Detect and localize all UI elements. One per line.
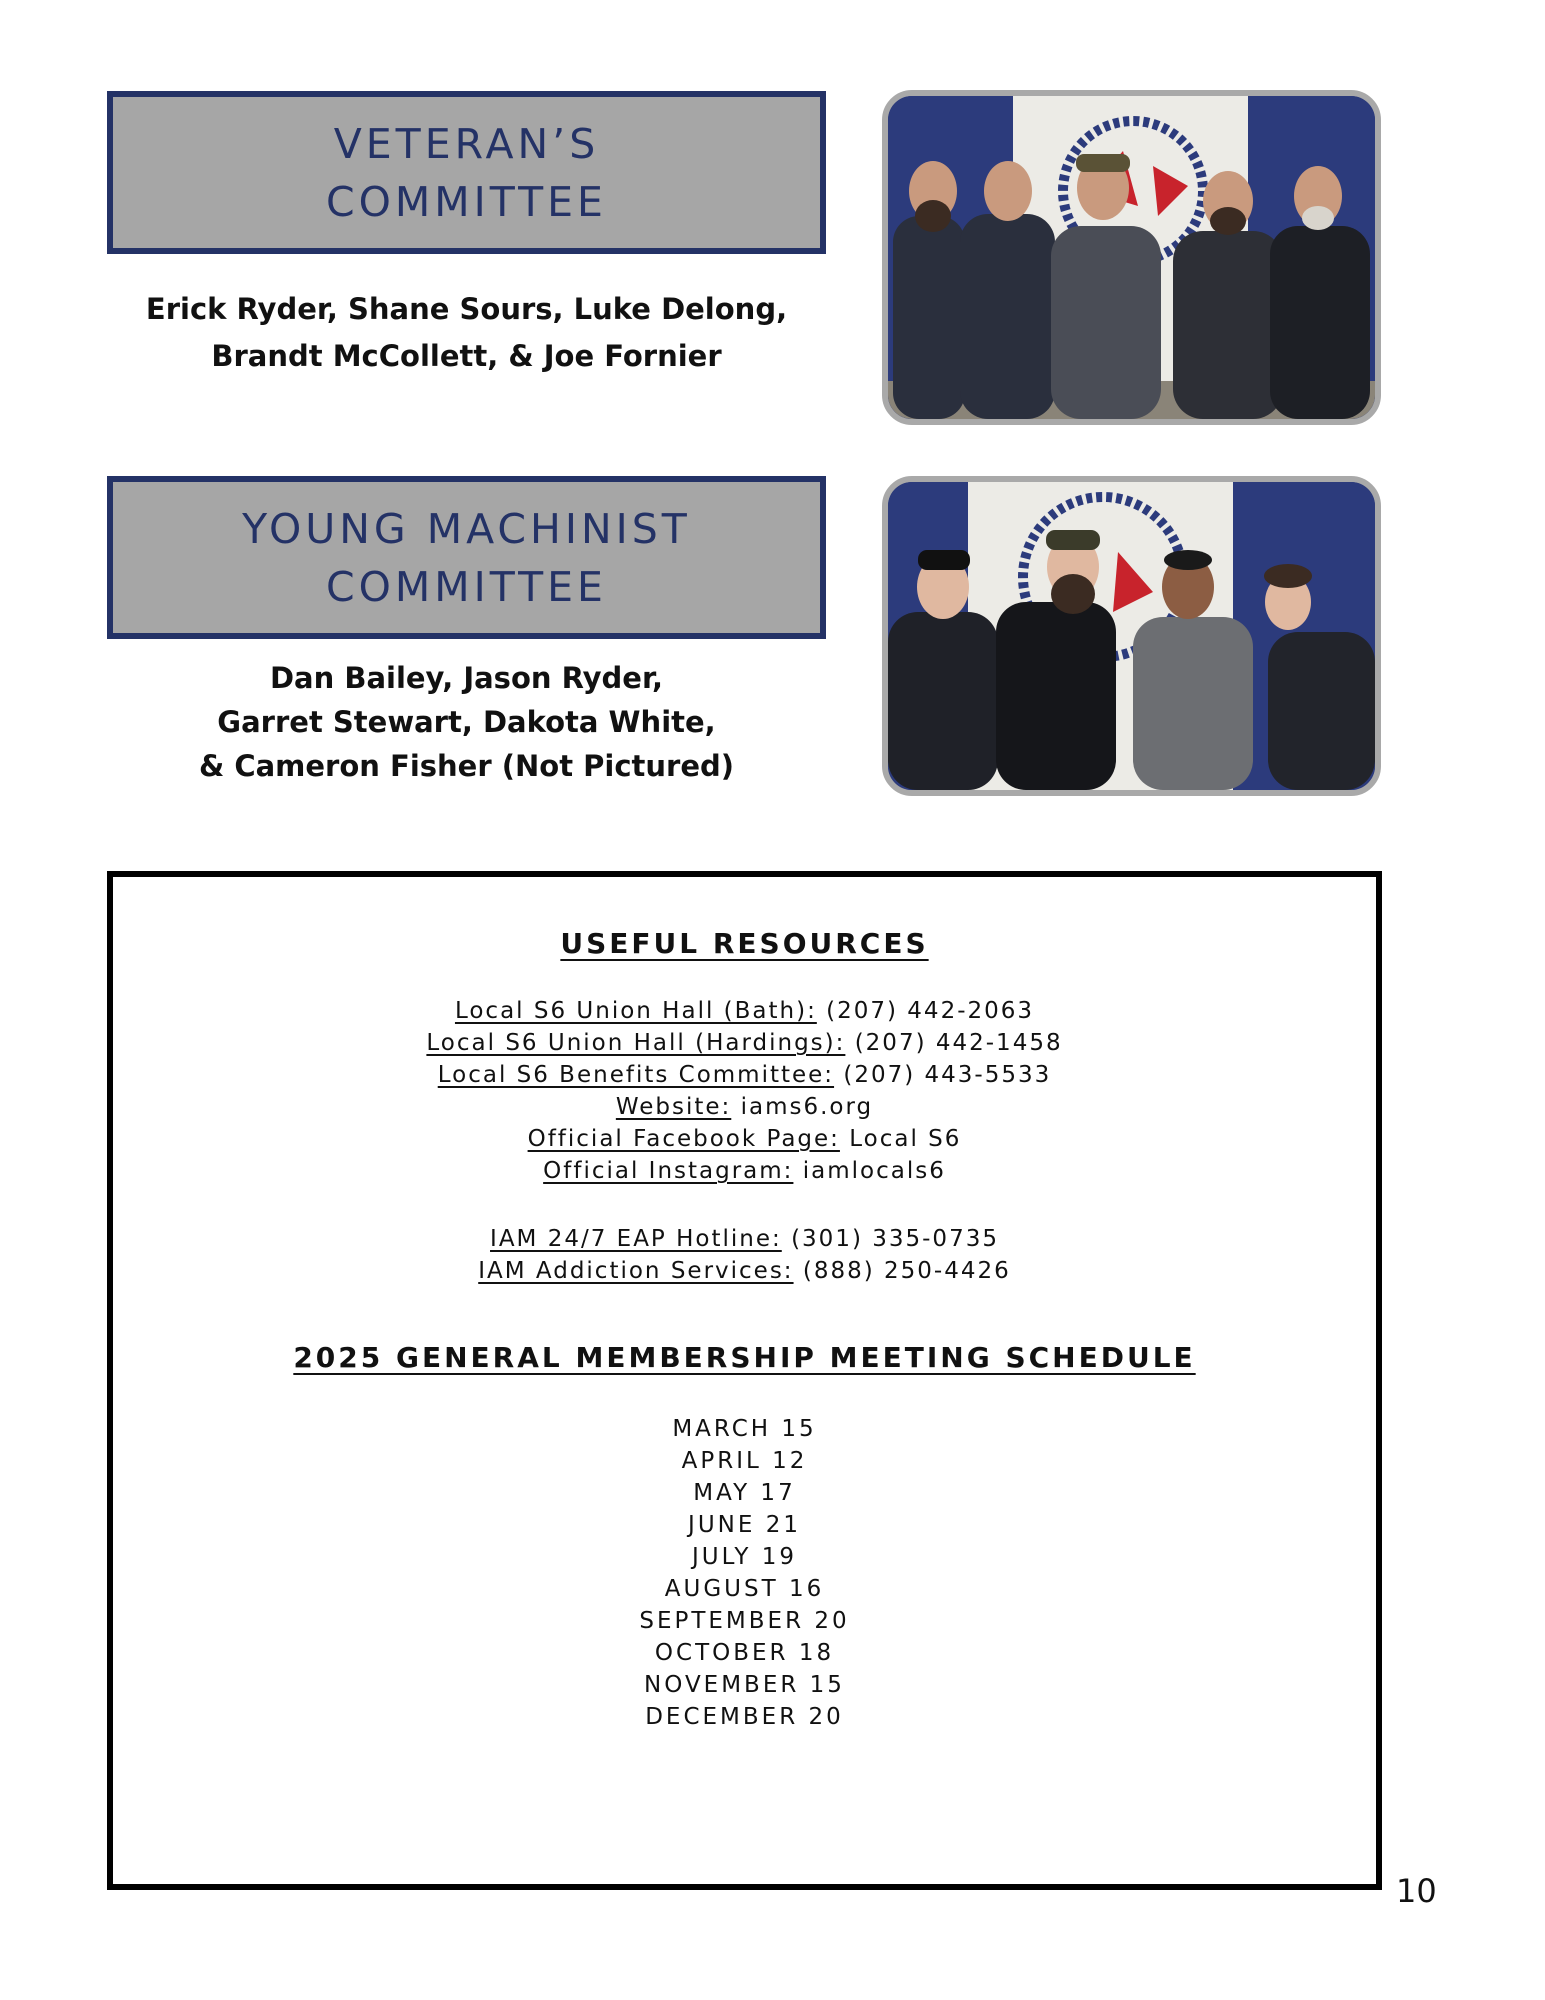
meeting-date: AUGUST 16: [664, 1576, 825, 1602]
resources-hotline-list: [113, 1223, 1376, 1287]
resource-label[interactable]: IAM 24/7 EAP Hotline:: [490, 1226, 782, 1252]
resource-label[interactable]: Website:: [615, 1094, 732, 1120]
young-members-line1: Dan Bailey, Jason Ryder,: [269, 661, 664, 695]
meeting-date: JUNE 21: [688, 1512, 801, 1538]
resource-value: Local S6: [839, 1126, 962, 1152]
young-title-line2: COMMITTEE: [326, 562, 607, 611]
resource-label[interactable]: Official Facebook Page:: [527, 1126, 840, 1152]
meeting-date: OCTOBER 18: [654, 1640, 835, 1666]
veterans-members-line2: Brandt McCollett, & Joe Fornier: [211, 339, 722, 373]
resource-value: (207) 442-2063: [816, 998, 1035, 1024]
young-title-line1: YOUNG MACHINIST: [242, 504, 691, 553]
resources-contact-list: [113, 995, 1376, 1187]
resource-value: iamlocals6: [793, 1158, 946, 1184]
young-members-line3: & Cameron Fisher (Not Pictured): [198, 749, 735, 783]
meeting-schedule-list: [113, 1413, 1376, 1733]
veterans-title-line1: VETERAN’S: [333, 119, 600, 168]
meeting-date: APRIL 12: [681, 1448, 808, 1474]
meeting-date: JULY 19: [691, 1544, 797, 1570]
resource-label[interactable]: Official Instagram:: [543, 1158, 794, 1184]
page-number: 10: [1396, 1872, 1437, 1910]
resource-label[interactable]: Local S6 Union Hall (Bath):: [454, 998, 817, 1024]
resource-value: iams6.org: [731, 1094, 874, 1120]
resource-value: (207) 443-5533: [834, 1062, 1052, 1088]
resource-item: [113, 1155, 1376, 1187]
veterans-group-photo: [882, 90, 1381, 425]
resource-item: [113, 1027, 1376, 1059]
resource-label[interactable]: Local S6 Benefits Committee:: [437, 1062, 835, 1088]
meeting-date: DECEMBER 20: [645, 1704, 844, 1730]
young-machinist-committee-heading: [107, 476, 826, 639]
useful-resources-heading: USEFUL RESOURCES: [560, 927, 929, 960]
veterans-photo-illustration: [888, 96, 1375, 419]
young-machinist-members: [107, 656, 826, 788]
resource-item: [113, 1223, 1376, 1255]
meeting-date: MAY 17: [693, 1480, 796, 1506]
resource-value: (207) 442-1458: [845, 1030, 1063, 1056]
resource-item: [113, 1255, 1376, 1287]
resource-item: [113, 1123, 1376, 1155]
young-photo-illustration: [888, 482, 1375, 790]
young-members-line2: Garret Stewart, Dakota White,: [217, 705, 716, 739]
resource-item: [113, 1059, 1376, 1091]
meeting-schedule-heading: 2025 GENERAL MEMBERSHIP MEETING SCHEDULE: [293, 1341, 1196, 1374]
resource-item: [113, 995, 1376, 1027]
resource-value: (888) 250-4426: [793, 1258, 1011, 1284]
young-machinist-group-photo: [882, 476, 1381, 796]
veterans-members: [107, 286, 826, 380]
resource-item: [113, 1091, 1376, 1123]
veterans-members-line1: Erick Ryder, Shane Sours, Luke Delong,: [145, 292, 788, 326]
meeting-date: SEPTEMBER 20: [639, 1608, 850, 1634]
resources-panel: [107, 871, 1382, 1890]
meeting-date: NOVEMBER 15: [644, 1672, 845, 1698]
meeting-date: MARCH 15: [672, 1416, 817, 1442]
resource-value: (301) 335-0735: [781, 1226, 999, 1252]
resource-label[interactable]: IAM Addiction Services:: [478, 1258, 794, 1284]
resource-label[interactable]: Local S6 Union Hall (Hardings):: [426, 1030, 846, 1056]
veterans-title-line2: COMMITTEE: [326, 177, 607, 226]
veterans-committee-heading: [107, 91, 826, 254]
